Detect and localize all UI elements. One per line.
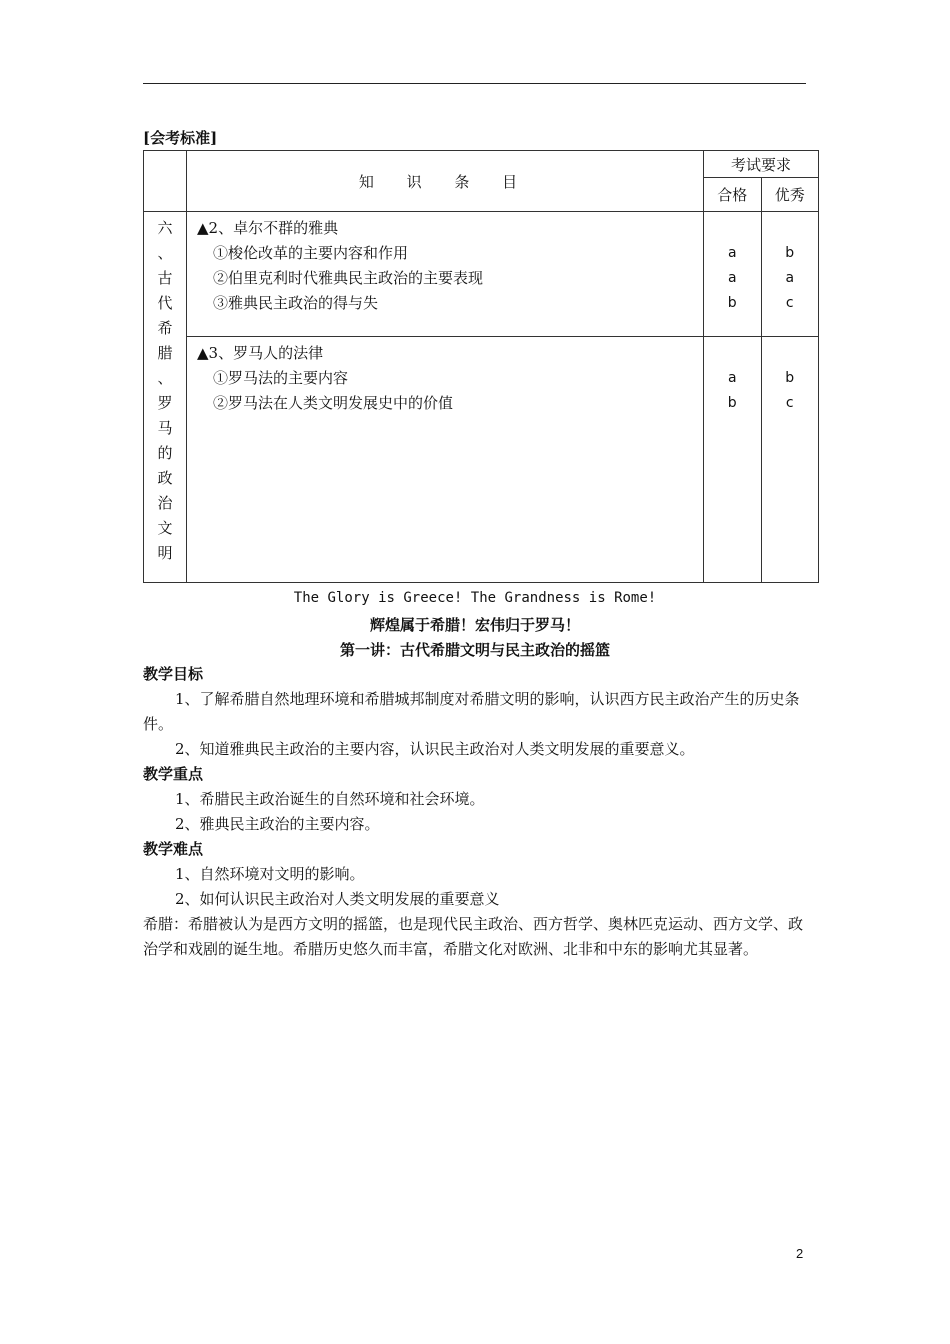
difficulties-heading: 教学难点 bbox=[143, 840, 204, 858]
unit-title-char: 马 bbox=[157, 419, 173, 437]
lecture-title: 第一讲：古代希腊文明与民主政治的摇篮 bbox=[339, 641, 610, 659]
unit-title-char: 、 bbox=[157, 244, 173, 262]
header-rule bbox=[143, 83, 806, 84]
excellent-grades-rome bbox=[761, 337, 819, 583]
pass-grade: b bbox=[727, 295, 737, 311]
excellent-grade: b bbox=[785, 245, 795, 261]
section-athens bbox=[187, 212, 704, 337]
pass-grade: a bbox=[727, 270, 737, 286]
excellent-grade: b bbox=[785, 370, 795, 386]
unit-title-char: 古 bbox=[157, 269, 173, 287]
knowledge-item: ③雅典民主政治的得与失 bbox=[213, 294, 379, 312]
excellent-grade: c bbox=[785, 295, 794, 311]
pass-grade: b bbox=[727, 395, 737, 411]
pass-header: 合格 bbox=[704, 178, 762, 212]
unit-title-char: 腊 bbox=[157, 344, 173, 362]
excellent-header: 优秀 bbox=[761, 178, 819, 212]
greece-paragraph: 希腊：希腊被认为是西方文明的摇篮，也是现代民主政治、西方哲学、奥林匹克运动、西方文学、政治学和戏剧的诞生地。希腊历史悠久而丰富，希腊文化对欧洲、北非和中东的影响尤其显著。 bbox=[143, 915, 804, 958]
excellent-grade: a bbox=[785, 270, 795, 286]
difficulty-item: 1、自然环境对文明的影响。 bbox=[175, 865, 365, 883]
section-title: ▲3、罗马人的法律 bbox=[197, 344, 324, 362]
unit-title-char: 罗 bbox=[157, 394, 173, 412]
unit-title-char: 文 bbox=[157, 519, 173, 537]
knowledge-item: ②罗马法在人类文明发展史中的价值 bbox=[213, 394, 454, 412]
pass-grades-athens bbox=[704, 212, 762, 337]
unit-title-char: 的 bbox=[157, 444, 173, 462]
requirement-header: 考试要求 bbox=[704, 151, 819, 178]
difficulty-item: 2、如何认识民主政治对人类文明发展的重要意义 bbox=[175, 890, 500, 908]
page-number: 2 bbox=[796, 1246, 804, 1261]
motto-english: The Glory is Greece! The Grandness is Rome! bbox=[293, 590, 657, 606]
excellent-grades-athens bbox=[761, 212, 819, 337]
pass-grade: a bbox=[727, 245, 737, 261]
section-title: ▲2、卓尔不群的雅典 bbox=[197, 219, 339, 237]
unit-title-char: 治 bbox=[157, 494, 173, 512]
lesson-body bbox=[143, 662, 807, 962]
unit-title-char: 政 bbox=[157, 469, 173, 487]
pass-grades-rome bbox=[704, 337, 762, 583]
unit-title-char: 希 bbox=[157, 319, 173, 337]
key-point-item: 1、希腊民主政治诞生的自然环境和社会环境。 bbox=[175, 790, 485, 808]
unit-title-char: 代 bbox=[157, 294, 173, 312]
unit-title bbox=[144, 212, 186, 566]
knowledge-item: ①梭伦改革的主要内容和作用 bbox=[213, 244, 409, 262]
objective-item: 2、知道雅典民主政治的主要内容，认识民主政治对人类文明发展的重要意义。 bbox=[175, 740, 695, 758]
motto-chinese: 辉煌属于希腊！宏伟归于罗马！ bbox=[369, 616, 580, 634]
standards-table bbox=[143, 150, 819, 583]
objective-item: 1、了解希腊自然地理环境和希腊城邦制度对希腊文明的影响，认识西方民主政治产生的历史条件。 bbox=[143, 690, 800, 733]
unit-header-cell bbox=[144, 151, 187, 212]
standards-heading: [会考标准] bbox=[143, 129, 218, 147]
objectives-heading: 教学目标 bbox=[143, 665, 204, 683]
knowledge-item: ①罗马法的主要内容 bbox=[213, 369, 349, 387]
section-rome bbox=[187, 337, 704, 583]
unit-title-char: 、 bbox=[157, 369, 173, 387]
excellent-grade: c bbox=[785, 395, 794, 411]
pass-grade: a bbox=[727, 370, 737, 386]
key-point-item: 2、雅典民主政治的主要内容。 bbox=[175, 815, 380, 833]
unit-title-char: 明 bbox=[157, 544, 173, 562]
knowledge-header: 知 识 条 目 bbox=[187, 151, 704, 212]
unit-title-char: 六 bbox=[157, 219, 173, 237]
knowledge-item: ②伯里克利时代雅典民主政治的主要表现 bbox=[213, 269, 484, 287]
key-points-heading: 教学重点 bbox=[143, 765, 204, 783]
unit-cell bbox=[144, 212, 187, 583]
